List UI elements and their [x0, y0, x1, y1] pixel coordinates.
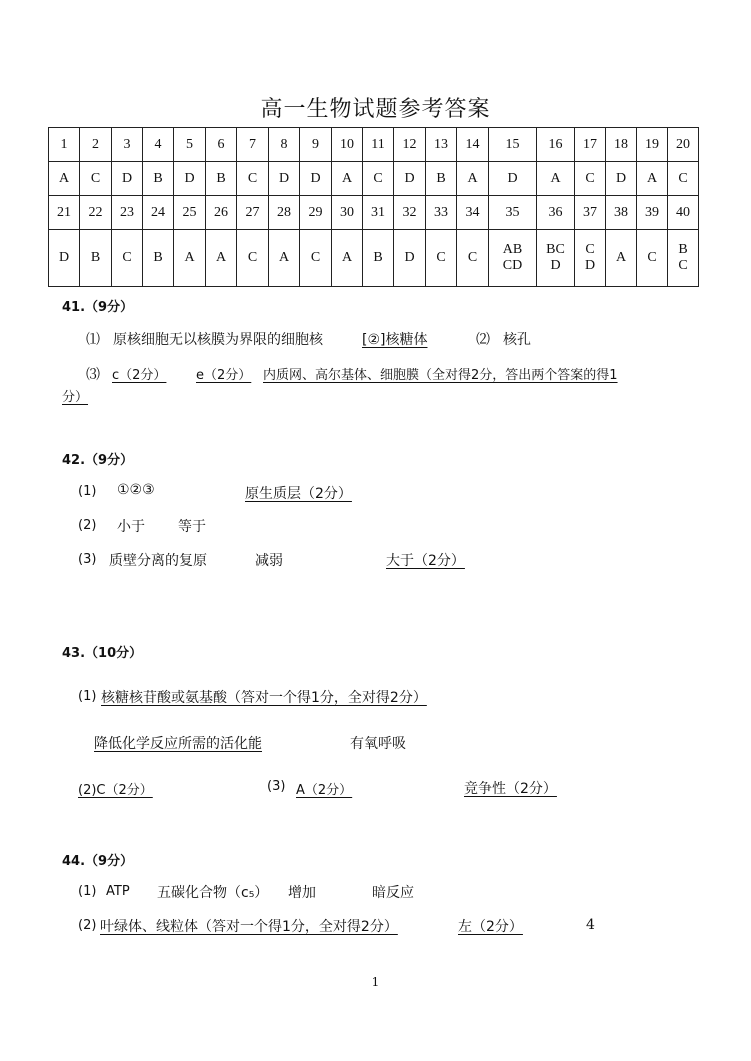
answer-cell: D [394, 230, 426, 287]
answer-cell: A [269, 230, 300, 287]
question-number-cell: 31 [363, 196, 394, 230]
question-number-cell: 26 [206, 196, 237, 230]
q42-line3-answer-a: 质壁分离的复原 [109, 553, 207, 569]
question-number-cell: 12 [394, 128, 426, 162]
q41-line2-number: ⑶ [86, 367, 100, 383]
question-number-cell: 24 [143, 196, 174, 230]
q42-line2-number: (2) [78, 518, 97, 533]
answer-cell: A [332, 162, 363, 196]
answer-cell: A [49, 162, 80, 196]
q41-line1-answer-c: 核孔 [503, 332, 531, 348]
answer-cell: C [363, 162, 394, 196]
question-number-cell: 18 [606, 128, 637, 162]
answer-cell: A [457, 162, 489, 196]
q44-line1-answer-a: ATP [106, 884, 130, 899]
q41-line3-continuation: 分） [62, 390, 89, 405]
answer-cell: A [606, 230, 637, 287]
q44-line2-answer-a: 叶绿体、线粒体（答对一个得1分，全对得2分） [100, 919, 398, 935]
q43-line3-answer-b: A（2分） [296, 783, 353, 798]
q41-heading: 41.（9分） [62, 300, 134, 315]
answer-cell: D [489, 162, 537, 196]
question-number-cell: 34 [457, 196, 489, 230]
answer-row [49, 162, 699, 196]
answer-cell: A [206, 230, 237, 287]
question-number-cell: 20 [668, 128, 699, 162]
question-number-cell: 33 [426, 196, 457, 230]
answer-cell: A [332, 230, 363, 287]
answer-row [49, 230, 699, 287]
q44-line1-answer-c: 增加 [288, 885, 316, 901]
answer-cell: C [237, 162, 269, 196]
question-number-cell: 8 [269, 128, 300, 162]
answer-cell: C [426, 230, 457, 287]
answer-cell: C D [575, 230, 606, 287]
question-number-cell: 25 [174, 196, 206, 230]
q44-line1-answer-d: 暗反应 [372, 885, 414, 901]
q41-line1-answer-b: [②]核糖体 [362, 332, 428, 348]
answer-cell: A [537, 162, 575, 196]
question-number-cell: 1 [49, 128, 80, 162]
answer-cell: C [237, 230, 269, 287]
answer-cell: C [637, 230, 668, 287]
answer-cell: AB CD [489, 230, 537, 287]
question-number-cell: 36 [537, 196, 575, 230]
q44-line1-answer-b: 五碳化合物（c₅） [157, 885, 269, 901]
q43-line2-answer-a: 降低化学反应所需的活化能 [94, 736, 262, 752]
question-number-cell: 10 [332, 128, 363, 162]
answer-cell: D [174, 162, 206, 196]
question-number-cell: 9 [300, 128, 332, 162]
question-number-cell: 3 [112, 128, 143, 162]
question-number-cell: 5 [174, 128, 206, 162]
q42-line1-number: (1) [78, 484, 97, 499]
answer-cell: B [143, 162, 174, 196]
question-number-cell: 29 [300, 196, 332, 230]
q42-line3-number: (3) [78, 552, 97, 567]
q43-line1-answer: 核糖核苷酸或氨基酸（答对一个得1分，全对得2分） [101, 690, 427, 706]
answer-cell: B [80, 230, 112, 287]
question-number-row [49, 196, 699, 230]
page-number: 1 [371, 975, 380, 989]
answer-cell: C [575, 162, 606, 196]
question-number-cell: 19 [637, 128, 668, 162]
q43-line2-answer-b: 有氧呼吸 [350, 736, 406, 752]
question-number-cell: 27 [237, 196, 269, 230]
question-number-cell: 21 [49, 196, 80, 230]
q41-line1-answer-a: 原核细胞无以核膜为界限的细胞核 [113, 332, 323, 348]
answer-cell: D [606, 162, 637, 196]
q44-line1-number: (1) [78, 884, 97, 899]
answer-cell: C [300, 230, 332, 287]
question-number-cell: 38 [606, 196, 637, 230]
question-number-cell: 6 [206, 128, 237, 162]
question-number-cell: 13 [426, 128, 457, 162]
question-number-cell: 30 [332, 196, 363, 230]
question-number-cell: 17 [575, 128, 606, 162]
q41-line1-number-2: ⑵ [476, 332, 490, 348]
q44-line2-answer-b: 左（2分） [458, 919, 523, 935]
q44-heading: 44.（9分） [62, 854, 134, 869]
question-number-cell: 32 [394, 196, 426, 230]
q42-heading: 42.（9分） [62, 453, 134, 468]
answer-cell: D [300, 162, 332, 196]
answer-cell: D [394, 162, 426, 196]
question-number-row [49, 128, 699, 162]
answer-cell: B [426, 162, 457, 196]
question-number-cell: 4 [143, 128, 174, 162]
answer-cell: D [269, 162, 300, 196]
question-number-cell: 7 [237, 128, 269, 162]
q41-line1-number: ⑴ [86, 332, 100, 348]
question-number-cell: 39 [637, 196, 668, 230]
q41-line2-answer-b: e（2分） [196, 368, 252, 383]
answer-cell: A [174, 230, 206, 287]
page-title: 高一生物试题参考答案 [260, 97, 491, 122]
q42-line2-answer-b: 等于 [178, 519, 206, 535]
q43-line3-answer-c: 竞争性（2分） [464, 781, 557, 797]
answer-cell: B [206, 162, 237, 196]
q42-line1-answer-a: ①②③ [117, 482, 155, 498]
answer-cell: C [112, 230, 143, 287]
answer-cell: D [49, 230, 80, 287]
q42-line2-answer-a: 小于 [117, 519, 145, 535]
answer-cell: C [457, 230, 489, 287]
answer-cell: B [143, 230, 174, 287]
question-number-cell: 28 [269, 196, 300, 230]
q42-line3-answer-c: 大于（2分） [386, 553, 465, 569]
question-number-cell: 11 [363, 128, 394, 162]
stray-number: 4 [586, 917, 595, 933]
q43-line3-number: (3) [267, 779, 286, 794]
q41-line2-answer-a: c（2分） [112, 368, 167, 383]
answer-cell: C [668, 162, 699, 196]
question-number-cell: 2 [80, 128, 112, 162]
answer-cell: A [637, 162, 668, 196]
answer-cell: B [363, 230, 394, 287]
q43-heading: 43.（10分） [62, 646, 143, 661]
q44-line2-number: (2) [78, 918, 97, 933]
question-number-cell: 40 [668, 196, 699, 230]
q42-line1-answer-b: 原生质层（2分） [245, 486, 352, 502]
question-number-cell: 22 [80, 196, 112, 230]
question-number-cell: 15 [489, 128, 537, 162]
question-number-cell: 23 [112, 196, 143, 230]
question-number-cell: 16 [537, 128, 575, 162]
q43-line3-answer-a: (2)C（2分） [78, 783, 153, 798]
q42-line3-answer-b: 减弱 [255, 553, 283, 569]
question-number-cell: 14 [457, 128, 489, 162]
answer-cell: C [80, 162, 112, 196]
q43-line1-number: (1) [78, 689, 97, 704]
answer-cell: D [112, 162, 143, 196]
answer-cell: BC D [537, 230, 575, 287]
question-number-cell: 35 [489, 196, 537, 230]
answer-table [48, 127, 699, 287]
answer-cell: B C [668, 230, 699, 287]
q41-line2-answer-c: 内质网、高尔基体、细胞膜（全对得2分，答出两个答案的得1 [263, 368, 618, 383]
question-number-cell: 37 [575, 196, 606, 230]
